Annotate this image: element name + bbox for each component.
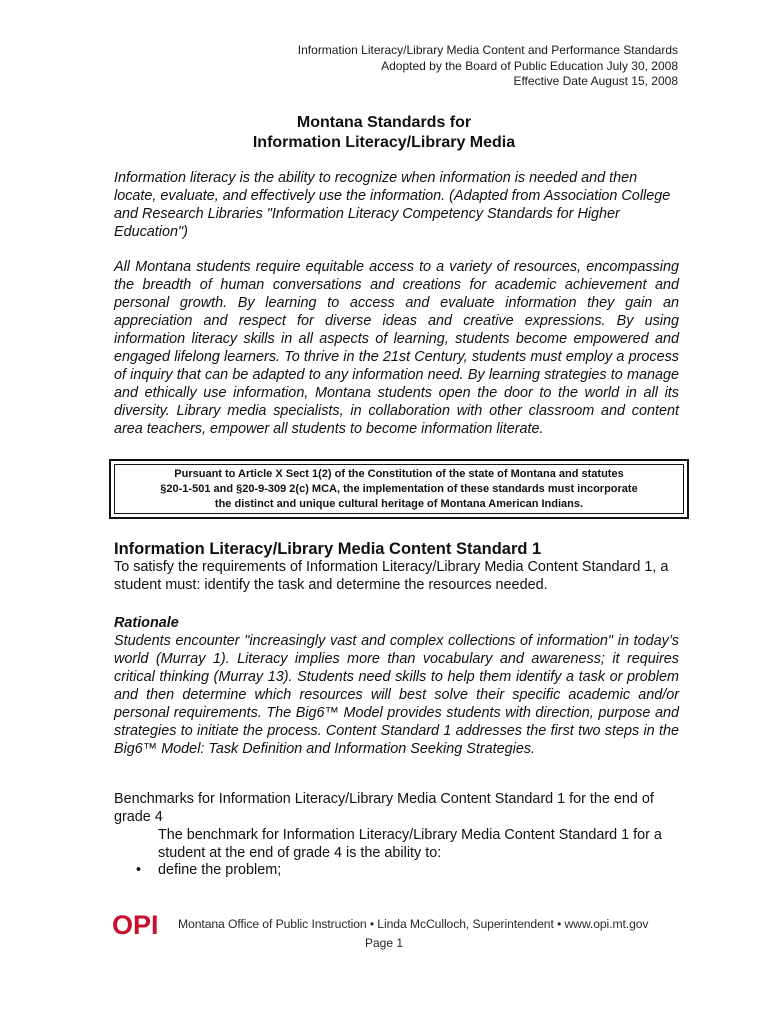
constitution-notice-box bbox=[109, 459, 689, 519]
notice-line-2: §20-1-501 and §20-9-309 2(c) MCA, the implementation of these standards must incorporate bbox=[160, 482, 638, 495]
rationale-heading: Rationale bbox=[114, 615, 179, 631]
notice-line-1: Pursuant to Article X Sect 1(2) of the Constitution of the state of Montana and statutes bbox=[174, 467, 624, 480]
opi-logo-icon bbox=[112, 910, 168, 938]
benchmark-item-text: define the problem; bbox=[158, 862, 282, 878]
rationale-text: Students encounter "increasingly vast and complex collections of information" in today’s world (Murray 1). Literacy implies more than vocabulary and awareness; it requires critical thinking (Murray 13). Students need skills to help them identify a task or problem and then determine which resources will best solve their specific academic and/or personal requirements. The Big6™ Model provides students with direction, purpose and strategies to initiate the process. Content Standard 1 addresses the first two steps in the Big6™ Model: Task Definition and Information Seeking Strategies. bbox=[114, 633, 679, 757]
header-line-1: Information Literacy/Library Media Content and Performance Standards bbox=[297, 43, 678, 57]
benchmark-heading: Benchmarks for Information Literacy/Library Media Content Standard 1 for the end of grade 4 bbox=[114, 791, 654, 825]
standard-heading: Information Literacy/Library Media Content Standard 1 bbox=[114, 540, 542, 558]
standard-intro: To satisfy the requirements of Information Literacy/Library Media Content Standard 1, a student must: identify the task and determine the resources needed. bbox=[114, 559, 669, 593]
page-number: Page 1 bbox=[364, 936, 404, 950]
benchmark-intro: The benchmark for Information Literacy/Library Media Content Standard 1 for a student at the end of grade 4 is the ability to: bbox=[158, 827, 662, 861]
document-footer bbox=[112, 909, 672, 939]
intro-paragraph: All Montana students require equitable access to a variety of resources, encompassing the breadth of human conversations and creations for academic achievement and personal growth. By learning to access and evaluate information they gain an appreciation and respect for diverse ideas and creative expressions. By using information literacy skills in all aspects of learning, students become empowered and engaged lifelong learners. To thrive in the 21st Century, students must employ a process of inquiry that can be adapted to any information need. By learning strategies to manage and ethically use information, Montana students open the door to the world in all its diversity. Library media specialists, in collaboration with other classroom and content area teachers, empower all students to become information literate. bbox=[114, 259, 679, 437]
opi-logo-text: OPI bbox=[112, 910, 159, 938]
page-title bbox=[0, 113, 768, 153]
notice-line-3: the distinct and unique cultural heritage of Montana American Indians. bbox=[214, 497, 584, 510]
bullet-icon: • bbox=[136, 862, 142, 878]
constitution-notice bbox=[114, 464, 684, 514]
intro-definition: Information literacy is the ability to recognize when information is needed and then locate, evaluate, and effectively use the information. (Adapted from Association College and Research Libraries "Information Literacy Competency Standards for Higher Education") bbox=[114, 170, 671, 240]
header-line-2: Adopted by the Board of Public Education July 30, 2008 bbox=[381, 58, 678, 73]
list-item bbox=[114, 861, 281, 879]
footer-text: Montana Office of Public Instruction • Linda McCulloch, Superintendent • www.opi.mt.gov bbox=[178, 917, 649, 931]
title-line-2: Information Literacy/Library Media bbox=[252, 134, 516, 151]
document-header bbox=[298, 43, 678, 90]
header-line-3: Effective Date August 15, 2008 bbox=[513, 74, 678, 88]
title-line-1: Montana Standards for bbox=[296, 114, 472, 131]
opi-logo bbox=[112, 910, 168, 938]
